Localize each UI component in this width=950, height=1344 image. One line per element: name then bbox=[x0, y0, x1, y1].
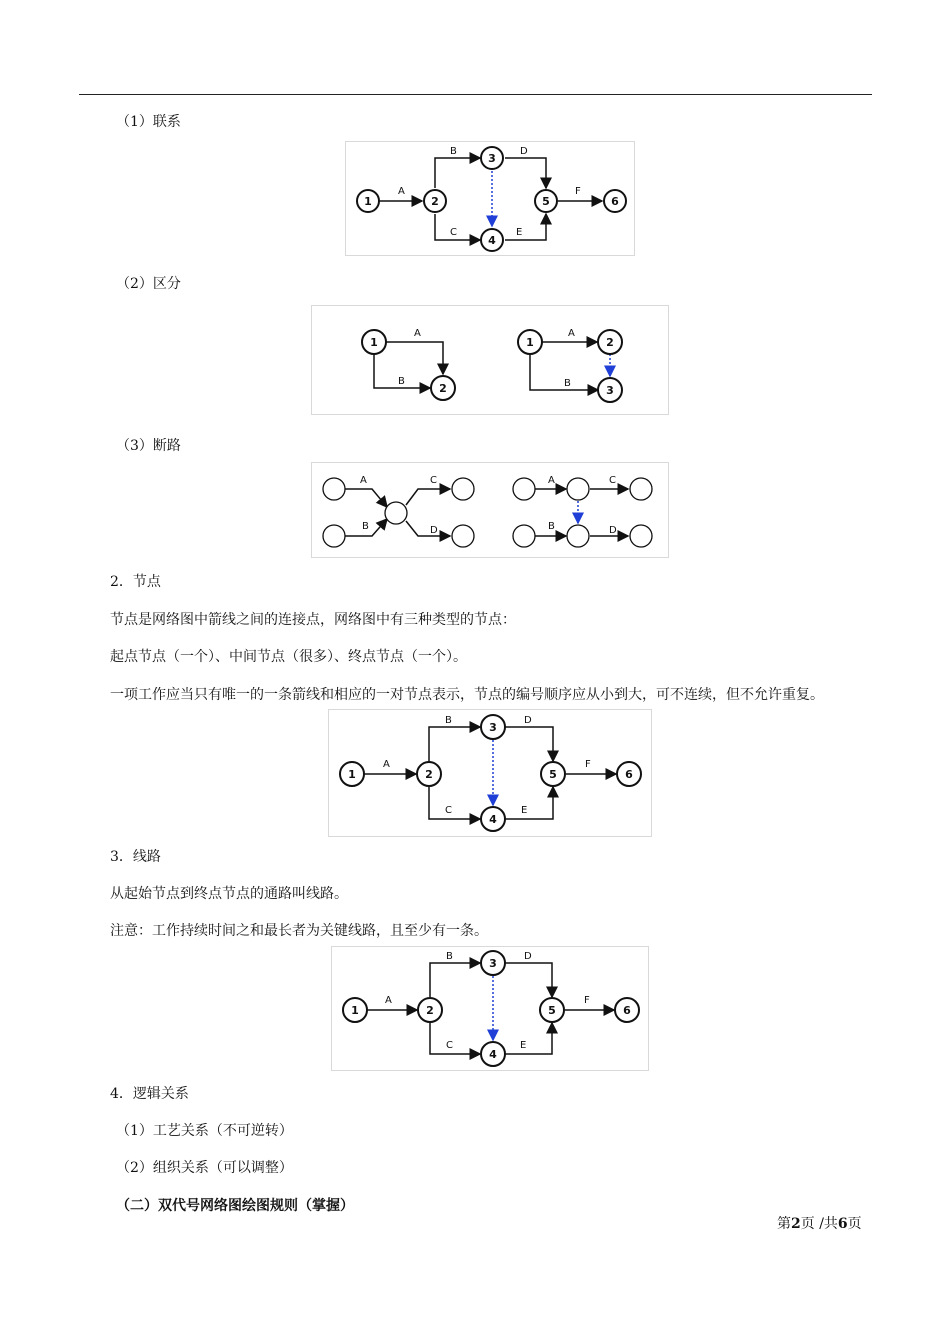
node-5: 5 bbox=[542, 195, 550, 208]
cut-right-activity-d: D bbox=[609, 525, 617, 536]
left-activity-b: B bbox=[398, 376, 405, 387]
activity-b: B bbox=[450, 146, 457, 157]
node-1: 1 bbox=[348, 768, 356, 781]
page-footer bbox=[777, 1213, 862, 1233]
cut-right-activity-c: C bbox=[609, 475, 616, 486]
activity-e: E bbox=[520, 1040, 527, 1051]
heading-logic: 4．逻辑关系 bbox=[110, 1086, 189, 1102]
node-5: 5 bbox=[549, 768, 557, 781]
section-cutoff: （3）断路 bbox=[116, 438, 181, 454]
cut-left-activity-b: B bbox=[362, 521, 369, 532]
activity-a: A bbox=[385, 995, 392, 1006]
activity-b: B bbox=[446, 951, 453, 962]
paragraph-node-rule: 一项工作应当只有唯一的一条箭线和相应的一对节点表示，节点的编号顺序应从小到大，可不连续，但不允许重复。 bbox=[110, 687, 824, 703]
footer-page-number: 2 bbox=[791, 1216, 801, 1232]
right-node-1: 1 bbox=[526, 336, 534, 349]
network-diagram-cutoff bbox=[311, 462, 669, 558]
activity-d: D bbox=[524, 715, 532, 726]
node-3: 3 bbox=[489, 721, 497, 734]
activity-f: F bbox=[575, 186, 581, 197]
cut-left-activity-a: A bbox=[360, 475, 367, 486]
footer-prefix: 第 bbox=[777, 1216, 791, 1232]
heading-drawing-rules: （二）双代号网络图绘图规则（掌握） bbox=[116, 1198, 354, 1214]
right-node-3: 3 bbox=[606, 384, 614, 397]
node-6: 6 bbox=[625, 768, 633, 781]
node-2: 2 bbox=[425, 768, 433, 781]
network-diagram-path bbox=[331, 946, 649, 1071]
node-5: 5 bbox=[548, 1004, 556, 1017]
item-organization-relation: （2）组织关系（可以调整） bbox=[116, 1160, 293, 1176]
cut-left-activity-d: D bbox=[430, 525, 438, 536]
footer-suffix: 页 bbox=[847, 1216, 862, 1232]
node-1: 1 bbox=[364, 195, 372, 208]
cut-left-activity-c: C bbox=[430, 475, 437, 486]
section-relation: （1）联系 bbox=[116, 114, 181, 130]
footer-total-pages: 6 bbox=[837, 1216, 848, 1232]
node-4: 4 bbox=[489, 813, 497, 826]
activity-f: F bbox=[585, 759, 591, 770]
paragraph-critical-path: 注意：工作持续时间之和最长者为关键线路，且至少有一条。 bbox=[110, 923, 488, 939]
section-distinguish: （2）区分 bbox=[116, 276, 181, 292]
footer-mid: 页 /共 bbox=[800, 1216, 838, 1232]
network-diagram-relation bbox=[345, 141, 635, 256]
activity-d: D bbox=[524, 951, 532, 962]
node-4: 4 bbox=[489, 1048, 497, 1061]
left-node-1: 1 bbox=[370, 336, 378, 349]
activity-b: B bbox=[445, 715, 452, 726]
node-2: 2 bbox=[431, 195, 439, 208]
network-diagram-node bbox=[328, 709, 652, 837]
node-1: 1 bbox=[351, 1004, 359, 1017]
activity-a: A bbox=[383, 759, 390, 770]
activity-f: F bbox=[584, 995, 590, 1006]
node-6: 6 bbox=[623, 1004, 631, 1017]
activity-a: A bbox=[398, 186, 405, 197]
node-3: 3 bbox=[488, 152, 496, 165]
activity-c: C bbox=[446, 1040, 453, 1051]
paragraph-node-types: 起点节点（一个）、中间节点（很多）、终点节点（一个）。 bbox=[110, 649, 467, 665]
right-activity-b: B bbox=[564, 378, 571, 389]
cut-right-activity-a: A bbox=[548, 475, 555, 486]
header-rule bbox=[79, 94, 872, 95]
activity-c: C bbox=[445, 805, 452, 816]
heading-path: 3．线路 bbox=[110, 849, 161, 865]
node-4: 4 bbox=[488, 234, 496, 247]
paragraph-path-def: 从起始节点到终点节点的通路叫线路。 bbox=[110, 886, 348, 902]
activity-c: C bbox=[450, 227, 457, 238]
node-2: 2 bbox=[426, 1004, 434, 1017]
node-6: 6 bbox=[611, 195, 619, 208]
node-3: 3 bbox=[489, 957, 497, 970]
heading-node: 2．节点 bbox=[110, 574, 161, 590]
activity-e: E bbox=[516, 227, 523, 238]
cut-right-activity-b: B bbox=[548, 521, 555, 532]
left-activity-a: A bbox=[414, 328, 421, 339]
activity-e: E bbox=[521, 805, 528, 816]
activity-d: D bbox=[520, 146, 528, 157]
network-diagram-distinguish bbox=[311, 305, 669, 415]
item-process-relation: （1）工艺关系（不可逆转） bbox=[116, 1123, 293, 1139]
left-node-2: 2 bbox=[439, 382, 447, 395]
paragraph-node-def: 节点是网络图中箭线之间的连接点，网络图中有三种类型的节点： bbox=[110, 612, 516, 628]
right-activity-a: A bbox=[568, 328, 575, 339]
right-node-2: 2 bbox=[606, 336, 614, 349]
